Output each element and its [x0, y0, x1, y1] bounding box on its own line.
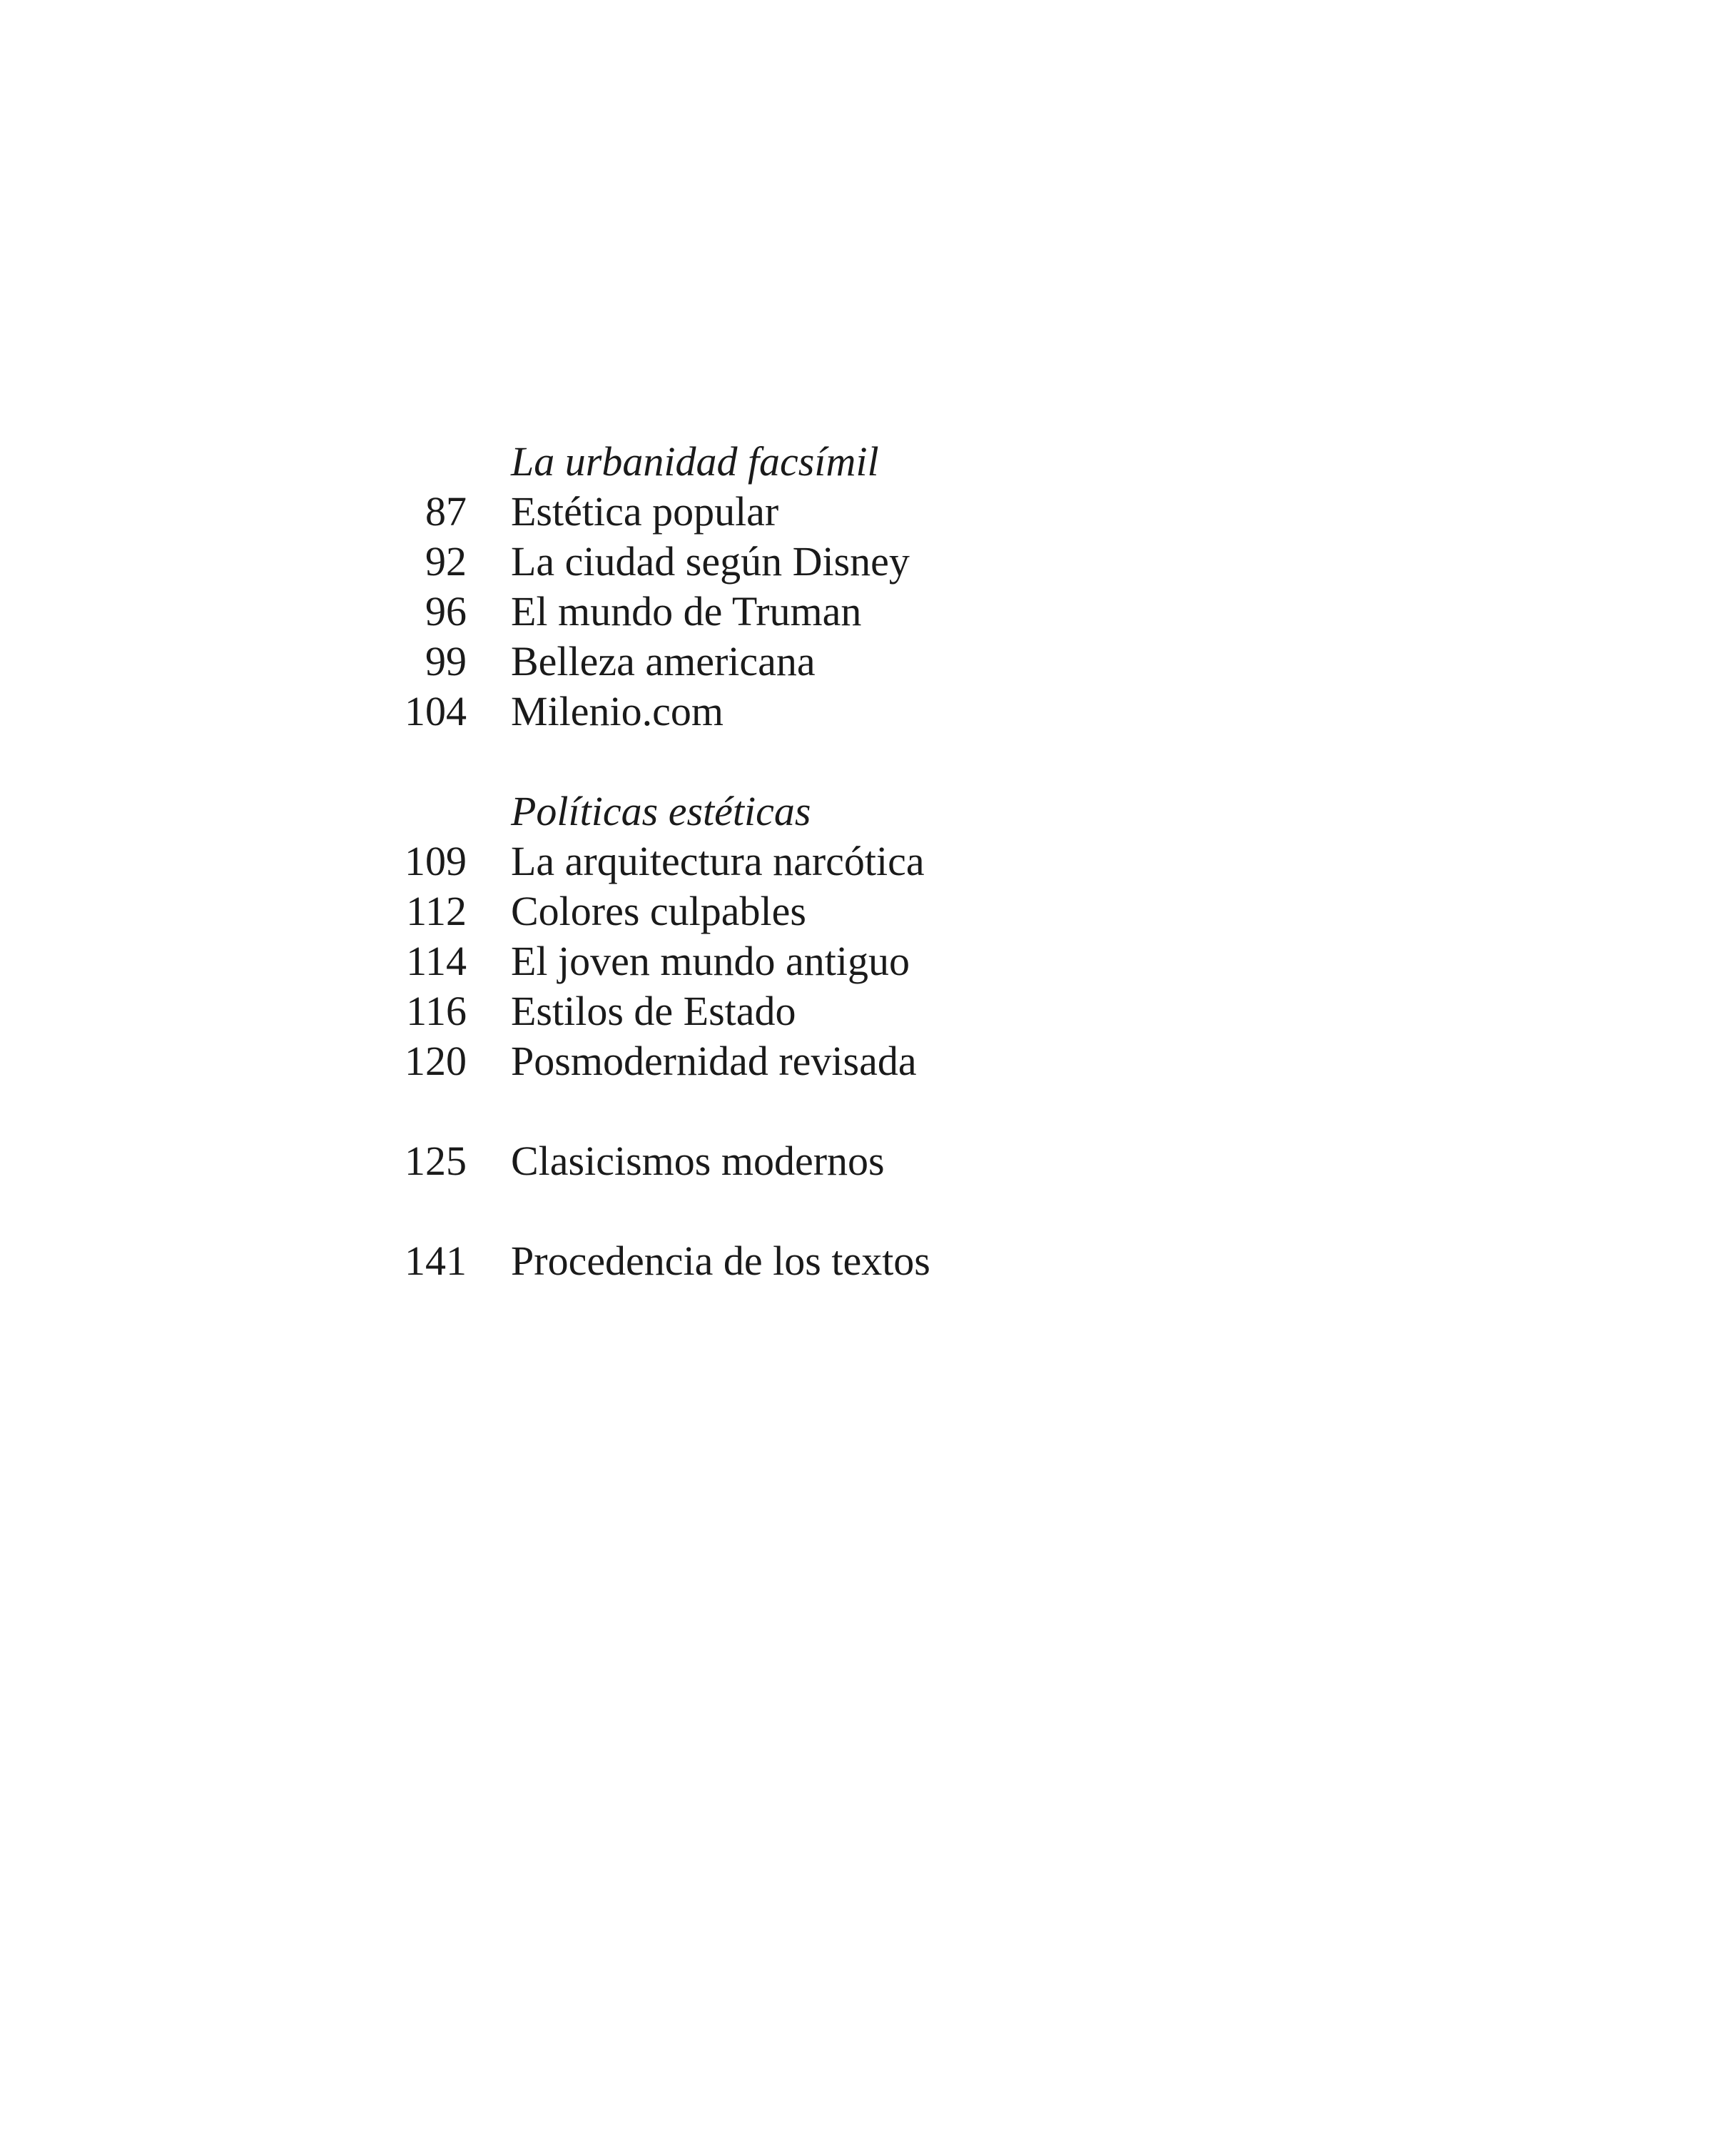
- toc-entry: [0, 1136, 1736, 1186]
- toc-entry: [0, 936, 1736, 986]
- entry-title: Clasicismos modernos: [511, 1138, 885, 1184]
- table-of-contents: [0, 437, 1736, 1286]
- toc-entry: [0, 986, 1736, 1036]
- section-heading: La urbanidad facsímil: [511, 438, 879, 485]
- section-heading-row: [0, 437, 1736, 487]
- page-number: 92: [425, 538, 467, 585]
- entry-title: La arquitectura narcótica: [511, 838, 925, 884]
- section-spacer: [0, 737, 1736, 787]
- page-number: 104: [405, 688, 467, 734]
- section-heading-row: [0, 787, 1736, 836]
- entry-title: La ciudad según Disney: [511, 538, 910, 585]
- toc-entry: [0, 1036, 1736, 1086]
- entry-title: Estética popular: [511, 488, 779, 535]
- page-number: 109: [405, 838, 467, 884]
- entry-title: Colores culpables: [511, 888, 806, 934]
- toc-entry: [0, 1236, 1736, 1286]
- section-spacer: [0, 1186, 1736, 1236]
- page-number: 125: [405, 1138, 467, 1184]
- entry-title: Milenio.com: [511, 688, 724, 734]
- entry-title: El joven mundo antiguo: [511, 938, 910, 984]
- page-number: 120: [405, 1038, 467, 1084]
- toc-entry: [0, 587, 1736, 637]
- toc-entry: [0, 836, 1736, 886]
- toc-entry: [0, 886, 1736, 936]
- section-spacer: [0, 1086, 1736, 1136]
- page-number: 87: [425, 488, 467, 535]
- toc-entry: [0, 637, 1736, 687]
- toc-entry: [0, 487, 1736, 537]
- page-number: 114: [406, 938, 467, 984]
- entry-title: Estilos de Estado: [511, 988, 796, 1034]
- entry-title: El mundo de Truman: [511, 588, 862, 634]
- section-heading: Políticas estéticas: [511, 788, 811, 834]
- entry-title: Procedencia de los textos: [511, 1238, 930, 1284]
- entry-title: Posmodernidad revisada: [511, 1038, 917, 1084]
- page-number: 141: [405, 1238, 467, 1284]
- page-number: 96: [425, 588, 467, 634]
- entry-title: Belleza americana: [511, 638, 816, 684]
- toc-entry: [0, 537, 1736, 587]
- page-number: 116: [406, 988, 467, 1034]
- page-number: 99: [425, 638, 467, 684]
- page-number: 112: [406, 888, 467, 934]
- toc-entry: [0, 687, 1736, 737]
